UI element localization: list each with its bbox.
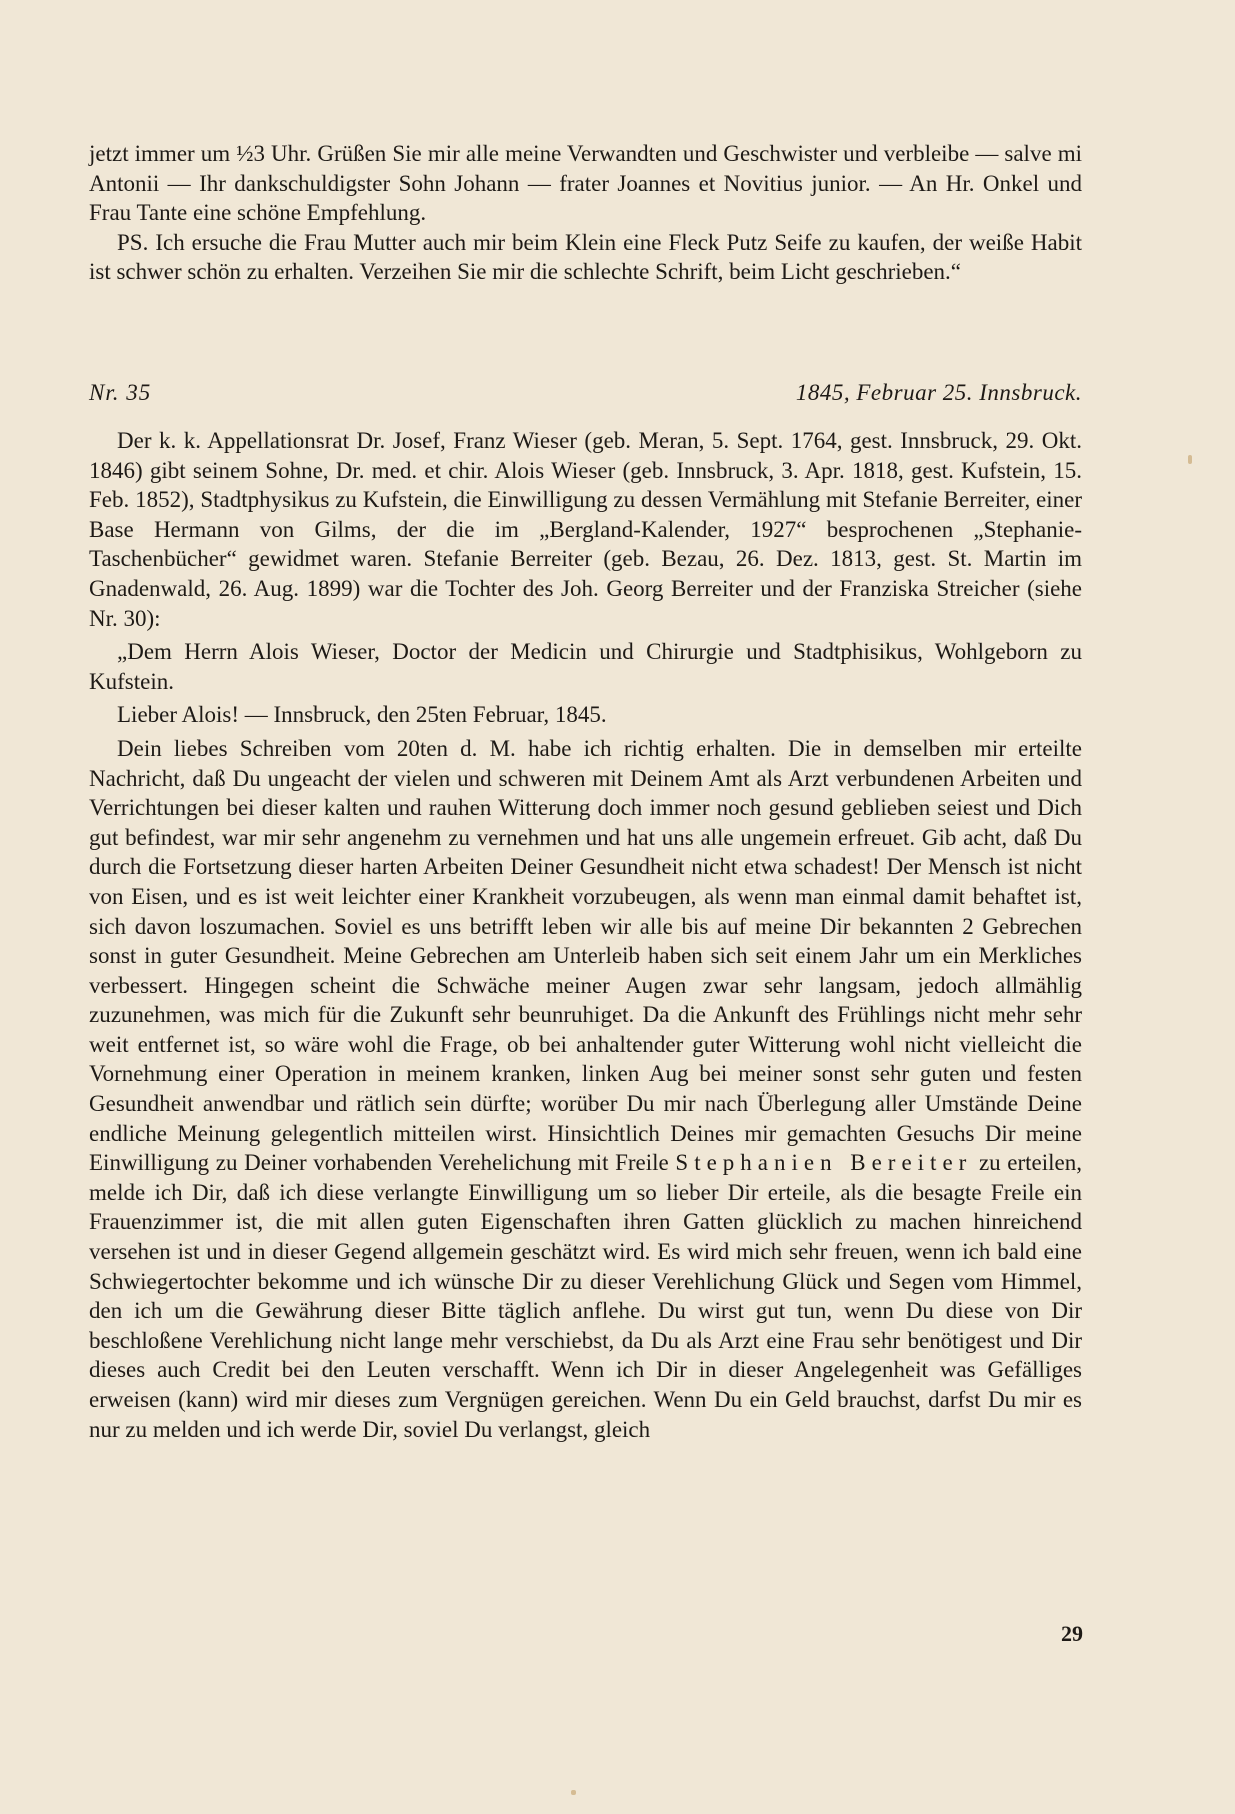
- postscript-paragraph: PS. Ich ersuche die Frau Mutter auch mir beim Klein eine Fleck Putz Seife zu kaufen, der weiße Habit ist schwer schön zu erhalten. Verzeihen Sie mir die schlechte Schrift, beim Licht geschrieben.“: [89, 229, 1082, 285]
- paper-speck: [571, 1790, 576, 1795]
- letter-entry: [89, 426, 1082, 1444]
- letter-salutation: Lieber Alois! — Innsbruck, den 25ten Februar, 1845.: [117, 702, 607, 728]
- letter-closing-paragraph: jetzt immer um ½3 Uhr. Grüßen Sie mir alle meine Verwandten und Geschwister und verbleibe — salve mi Antonii — Ihr dankschuldigster Sohn Johann — frater Joannes et Novitius junior. — An Hr. Onkel und Frau Tante eine schöne Empfehlung.: [89, 141, 1082, 226]
- letter-body: [89, 734, 1082, 1444]
- page-number: 29: [1061, 1621, 1083, 1646]
- letter-body-end: zu erteilen, melde ich Dir, daß ich diese verlangte Einwilligung um so lieber Dir erteile, als die besagte Freile ein Frauenzimmer ist, die mit allen guten Eigenschaften ihren Gatten glücklich zu machen hinreichend versehen ist und in dieser Gegend allgemein geschätzt wird. Es wird mich sehr freuen, wenn ich bald eine Schwiegertochter bekomme und ich wünsche Dir zu dieser Verehlichung Glück und Segen vom Himmel, den ich um die Gewährung dieser Bitte täglich anflehe. Du wirst gut tun, wenn Du diese von Dir beschloßene Verehlichung nicht lange mehr verschiebst, da Du als Arzt eine Frau sehr benötigest und Dir dieses auch Credit bei den Leuten verschafft. Wenn ich Dir in dieser Angelegenheit was Gefälliges erweisen (kann) wird mir dieses zum Vergnügen gereichen. Wenn Du ein Geld brauchst, darfst Du mir es nur zu melden und ich werde Dir, soviel Du verlangst, gleich: [89, 1150, 1083, 1442]
- letter-body-start: Dein liebes Schreiben vom 20ten d. M. habe ich richtig erhalten. Die in demselben mir erteilte Nachricht, daß Du ungeacht der vielen und schweren mit Deinem Amt als Arzt verbundenen Arbeiten und Verrichtungen bei dieser kalten und rauhen Witterung doch immer noch gesund geblieben seiest und Dich gut befindest, war mir sehr angenehm zu vernehmen und hat uns alle ungemein erfreuet. Gib acht, daß Du durch die Fortsetzung dieser harten Arbeiten Deiner Gesundheit nicht etwa schadest! Der Mensch ist nicht von Eisen, und es ist weit leichter einer Krankheit vorzubeugen, als wenn man einmal damit behaftet ist, sich davon loszumachen. Soviel es uns betrifft leben wir alle bis auf meine Dir bekannten 2 Gebrechen sonst in guter Gesundheit. Meine Gebrechen am Unterleib haben sich seit einem Jahr um ein Merkliches verbessert. Hingegen scheint die Schwäche meiner Augen zwar sehr langsam, jedoch allmählig zuzunehmen, was mich für die Zukunft sehr beunruhiget. Da die Ankunft des Frühlings nicht mehr sehr weit entfernet ist, so wäre wohl die Frage, ob bei anhaltender guter Witterung wohl nicht vielleicht die Vornehmung einer Operation in meinem kranken, linken Aug bei meiner sonst sehr guten und festen Gesundheit anwendbar und rätlich sein dürfte; worüber Du mir nach Überlegung aller Umstände Deine endliche Meinung gelegentlich mitteilen wirst. Hinsichtlich Deines mir gemachten Gesuchs Dir meine Einwilligung zu Deiner vorhabenden Verehelichung mit Freile: [89, 735, 1082, 1176]
- paper-speck: [1188, 455, 1192, 464]
- entry-introduction: Der k. k. Appellationsrat Dr. Josef, Franz Wieser (geb. Meran, 5. Sept. 1764, gest. Innsbruck, 29. Okt. 1846) gibt seinem Sohne, Dr. med. et chir. Alois Wieser (geb. Innsbruck, 3. Apr. 1818, gest. Kufstein, 15. Feb. 1852), Stadtphysikus zu Kufstein, die Einwilligung zu dessen Vermählung mit Stefanie Berreiter, einer Base Hermann von Gilms, der die im „Bergland-Kalender, 1927“ besprochenen „Stephanie-Taschenbücher“ gewidmet waren. Stefanie Berreiter (geb. Bezau, 26. Dez. 1813, gest. St. Martin im Gnadenwald, 26. Aug. 1899) war die Tochter des Joh. Georg Berreiter und der Franziska Streicher (siehe Nr. 30):: [89, 428, 1082, 631]
- entry-header: [89, 377, 1082, 409]
- letter-address: „Dem Herrn Alois Wieser, Doctor der Medicin und Chirurgie und Stadtphisikus, Wohlgeborn zu Kufstein.: [89, 639, 1082, 694]
- entry-date-place: 1845, Februar 25. Innsbruck.: [795, 380, 1082, 405]
- spaced-name: Stephanien Bereiter: [675, 1150, 973, 1176]
- continued-letter-passage: [89, 139, 1082, 287]
- entry-number: Nr. 35: [89, 380, 152, 405]
